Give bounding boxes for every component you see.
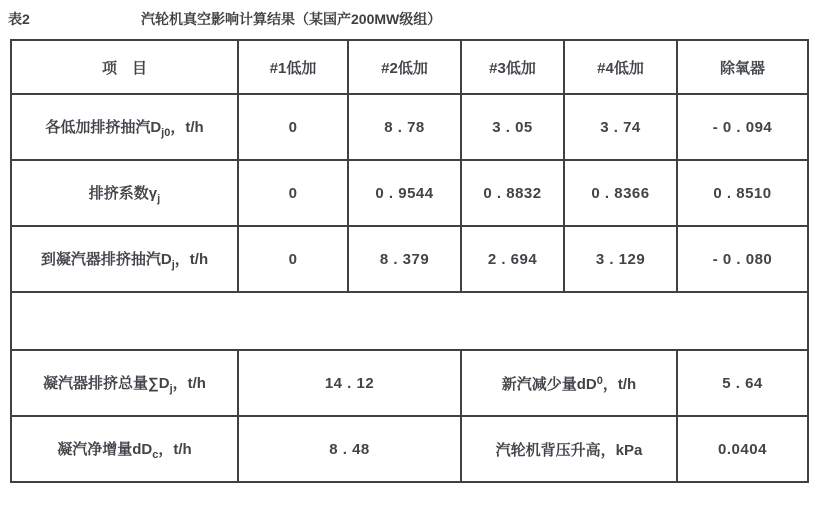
table-row xyxy=(11,226,808,292)
spacer-row xyxy=(11,292,808,350)
row-label: 排挤系数$\gamma_j$ xyxy=(11,160,238,226)
header-cell-item: 项 目 xyxy=(11,40,238,94)
row-label: 凝汽器排挤总量$\sum D_j$，t/h xyxy=(11,350,238,416)
header-cell-lp3: #3低加 xyxy=(461,40,564,94)
value-cell: 0 xyxy=(238,160,348,226)
value-cell: 0 . 8832 xyxy=(461,160,564,226)
row-label: 各低加排挤抽汽$D_{j0}$，t/h xyxy=(11,94,238,160)
header-cell-lp1: #1低加 xyxy=(238,40,348,94)
value-cell: 8 . 48 xyxy=(238,416,461,482)
header-cell-lp2: #2低加 xyxy=(348,40,461,94)
header-cell-lp4: #4低加 xyxy=(564,40,677,94)
value-cell: 5 . 64 xyxy=(677,350,808,416)
results-table xyxy=(10,39,809,483)
row-label: 到凝汽器排挤抽汽$D_j$，t/h xyxy=(11,226,238,292)
summary-row xyxy=(11,416,808,482)
header-row xyxy=(11,40,808,94)
summary-row xyxy=(11,350,808,416)
row-label: 凝汽净增量$dD_c$，t/h xyxy=(11,416,238,482)
value-cell: 0 . 8366 xyxy=(564,160,677,226)
table-title: 汽轮机真空影响计算结果（某国产200MW级组） xyxy=(141,11,442,27)
value-cell: 0 xyxy=(238,226,348,292)
value-cell: - 0 . 094 xyxy=(677,94,808,160)
table-number: 表2 xyxy=(8,11,30,27)
value-cell: 14 . 12 xyxy=(238,350,461,416)
table-caption xyxy=(0,0,813,29)
value-cell: 0 xyxy=(238,94,348,160)
value-cell: 2 . 694 xyxy=(461,226,564,292)
value-cell: 3 . 129 xyxy=(564,226,677,292)
value-cell: 0 . 9544 xyxy=(348,160,461,226)
table-row xyxy=(11,160,808,226)
value-cell: 3 . 74 xyxy=(564,94,677,160)
value-cell: 8 . 379 xyxy=(348,226,461,292)
row-label: 汽轮机背压升高，kPa xyxy=(461,416,677,482)
value-cell: 3 . 05 xyxy=(461,94,564,160)
value-cell: 0.0404 xyxy=(677,416,808,482)
empty-cell xyxy=(11,292,808,350)
value-cell: - 0 . 080 xyxy=(677,226,808,292)
value-cell: 8 . 78 xyxy=(348,94,461,160)
table-row xyxy=(11,94,808,160)
header-cell-deaerator: 除氧器 xyxy=(677,40,808,94)
value-cell: 0 . 8510 xyxy=(677,160,808,226)
row-label: 新汽减少量$dD^0$，t/h xyxy=(461,350,677,416)
